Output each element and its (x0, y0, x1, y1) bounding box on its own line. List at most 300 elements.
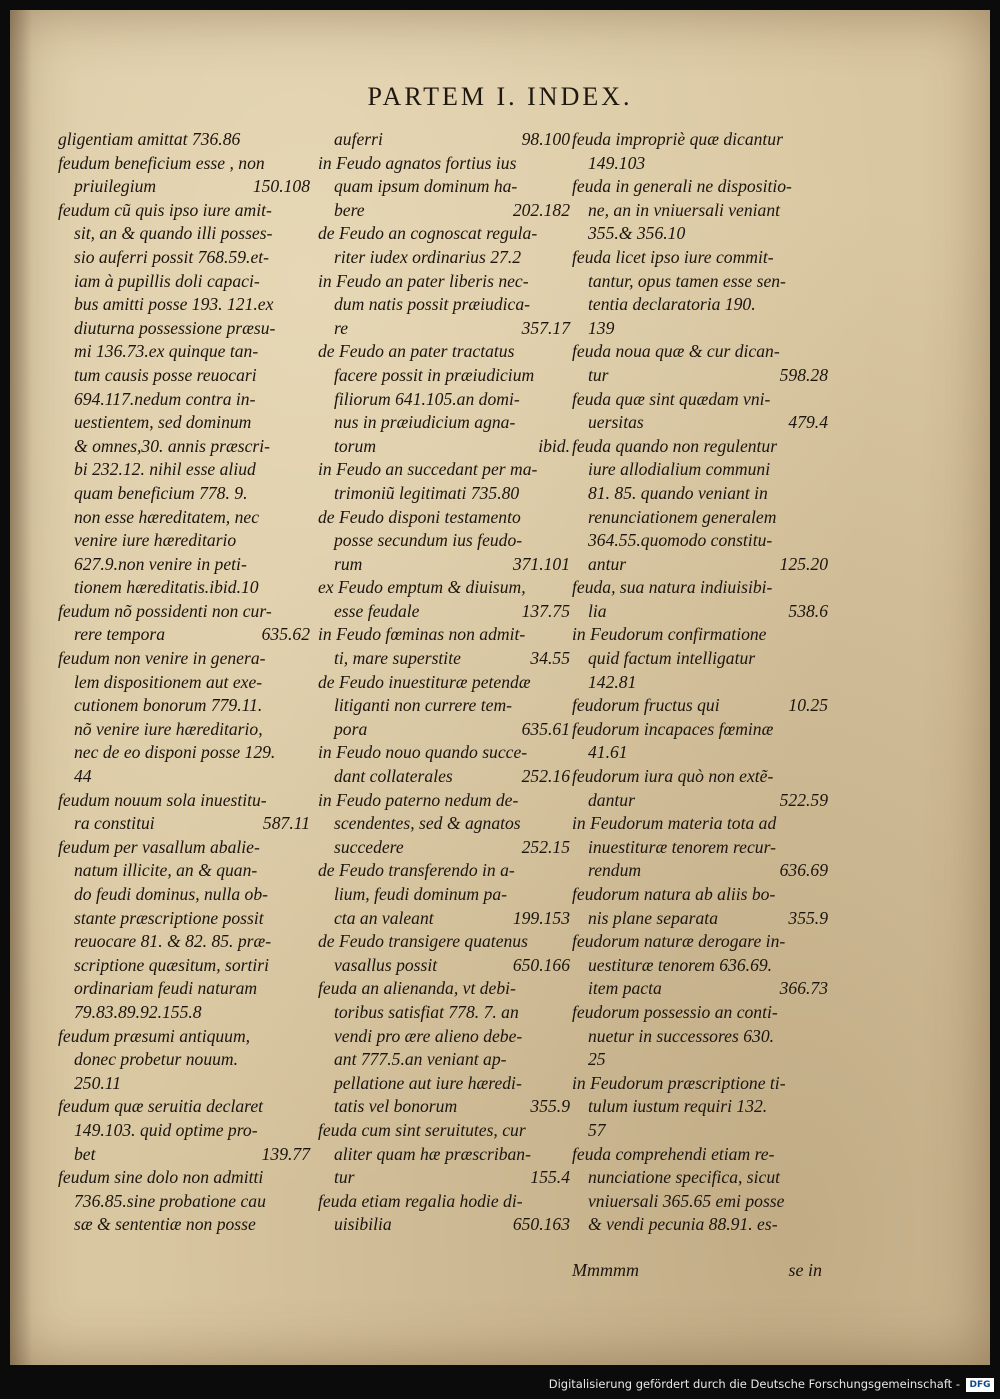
index-entry-line (318, 930, 576, 954)
entry-reference: 587.11 (262, 813, 310, 834)
index-entry-line (318, 694, 576, 718)
entry-text: 25 (588, 1049, 606, 1070)
index-entry-line (58, 458, 316, 482)
entry-reference: 98.100 (521, 129, 570, 149)
entry-text: feudorum natura ab aliis bo- (572, 884, 776, 904)
entry-text: bus amitti posse 193. 121.ex (74, 294, 274, 315)
index-entry-line (58, 576, 316, 600)
entry-text: vendi pro ære alieno debe- (334, 1025, 523, 1046)
index-entry-line (572, 506, 834, 530)
entry-text: de Feudo disponi testamento (318, 506, 521, 527)
entry-text: 44 (74, 766, 92, 787)
index-entry-line (58, 1048, 316, 1072)
index-entry-line (58, 482, 316, 506)
entry-reference: 479.4 (788, 412, 828, 433)
index-entry-line (572, 175, 834, 199)
index-entry-line (58, 812, 316, 836)
index-entry-line (572, 623, 834, 647)
entry-text: iam à pupillis doli capaci- (74, 270, 260, 291)
index-entry-line (318, 765, 576, 789)
entry-text: de Feudo inuestituræ petendæ (318, 671, 531, 692)
entry-text: tatis vel bonorum (334, 1096, 458, 1117)
index-entry-line (58, 883, 316, 907)
index-entry-line (58, 222, 316, 246)
entry-text: 142.81 (588, 671, 637, 692)
entry-text: natum illicite, an & quan- (74, 860, 258, 881)
entry-text: bet (74, 1143, 96, 1164)
entry-text: tionem hæreditatis.ibid.10 (74, 577, 259, 598)
index-entry-line (318, 270, 576, 294)
entry-text: feuda, sua natura indiuisibi- (572, 577, 773, 598)
index-entry-line (318, 199, 576, 223)
entry-text: quam ipsum dominum ha- (334, 176, 518, 197)
entry-text: renunciationem generalem (588, 506, 777, 527)
entry-text: 139 (588, 317, 615, 338)
index-entry-line (572, 364, 834, 388)
entry-text: feuda in generali ne dispositio- (572, 176, 792, 197)
index-entry-line (58, 435, 316, 459)
entry-text: antur (588, 553, 627, 574)
entry-text: in Feudorum præscriptione ti- (572, 1072, 786, 1093)
catchword: se in (788, 1260, 822, 1280)
entry-text: nus in præiudicium agna- (334, 412, 516, 433)
entry-text: de Feudo transferendo in a- (318, 860, 515, 881)
entry-text: 355.& 356.10 (588, 223, 686, 244)
entry-text: facere possit in præiudicium (334, 364, 535, 385)
index-entry-line (318, 1095, 576, 1119)
index-entry-line (58, 364, 316, 388)
index-entry-line (318, 647, 576, 671)
signature-line (572, 1260, 822, 1281)
entry-text: re (334, 317, 349, 338)
entry-text: feuda licet ipso iure commit- (572, 246, 774, 267)
entry-text: dant collaterales (334, 766, 453, 787)
entry-text: in Feudo nouo quando succe- (318, 742, 528, 763)
index-entry-line (572, 671, 834, 695)
index-entry-line (58, 694, 316, 718)
entry-text: 57 (588, 1119, 606, 1140)
index-entry-line (58, 1095, 316, 1119)
index-entry-line (318, 954, 576, 978)
entry-text: nec de eo disponi posse 129. (74, 742, 276, 763)
entry-text: feuda an alienanda, vt debi- (318, 978, 516, 999)
index-entry-line (572, 222, 834, 246)
index-entry-line (572, 199, 834, 223)
entry-text: tum causis posse reuocari (74, 364, 257, 385)
entry-text: diuturna possessione præsu- (74, 317, 276, 338)
entry-text: 736.85.sine probatione cau (74, 1190, 266, 1211)
entry-text: nõ venire iure hæreditario, (74, 718, 263, 739)
index-entry-line (58, 600, 316, 624)
index-entry-line (572, 1025, 834, 1049)
entry-text: torum (334, 435, 377, 456)
index-entry-line (572, 1095, 834, 1119)
index-entry-line (58, 553, 316, 577)
index-entry-line (572, 482, 834, 506)
entry-text: venire iure hæreditario (74, 530, 237, 551)
entry-reference: 635.61 (521, 718, 570, 739)
entry-text: tur (588, 364, 609, 385)
entry-text: trimoniũ legitimati 735.80 (334, 482, 520, 503)
entry-text: uestientem, sed dominum (74, 412, 252, 433)
entry-text: lem dispositionem aut exe- (74, 671, 263, 692)
entry-text: nunciatione specifica, sicut (588, 1167, 781, 1188)
entry-text: uestituræ tenorem 636.69. (588, 954, 773, 975)
entry-text: 41.61 (588, 742, 628, 763)
page-edge-shadow (10, 10, 32, 1365)
index-entry-line (572, 1190, 834, 1214)
index-entry-line (318, 883, 576, 907)
entry-text: rum (334, 553, 363, 574)
entry-reference: 371.101 (512, 553, 570, 574)
entry-reference: 650.163 (512, 1214, 570, 1235)
index-entry-line (572, 388, 834, 412)
entry-text: 149.103 (588, 152, 646, 173)
entry-text: vniuersali 365.65 emi posse (588, 1190, 785, 1211)
index-entry-line (58, 789, 316, 813)
entry-text: nis plane separata (588, 907, 718, 928)
index-entry-line (572, 1213, 834, 1237)
index-entry-line (572, 907, 834, 931)
entry-text: ra constitui (74, 813, 155, 834)
index-entry-line (572, 836, 834, 860)
index-entry-line (318, 152, 576, 176)
entry-text: feuda comprehendi etiam re- (572, 1143, 775, 1164)
entry-text: feudum beneficium esse , non (58, 152, 265, 173)
entry-text: non esse hæreditatem, nec (74, 506, 260, 527)
index-entry-line (572, 529, 834, 553)
entry-text: 81. 85. quando veniant in (588, 482, 768, 503)
entry-text: feudum sine dolo non admitti (58, 1167, 264, 1188)
index-entry-line (572, 954, 834, 978)
index-entry-line (58, 741, 316, 765)
index-entry-line (58, 199, 316, 223)
index-entry-line (318, 246, 576, 270)
entry-text: lia (588, 600, 607, 621)
entry-text: in Feudorum confirmatione (572, 624, 767, 645)
index-entry-line (318, 364, 576, 388)
index-entry-line (318, 506, 576, 530)
entry-text: feudorum naturæ derogare in- (572, 931, 786, 952)
entry-text: lium, feudi dominum pa- (334, 884, 507, 904)
entry-text: cta an valeant (334, 907, 434, 928)
entry-reference: 137.75 (521, 600, 570, 621)
index-entry-line (572, 765, 834, 789)
entry-reference: 650.166 (512, 954, 570, 975)
index-entry-line (318, 576, 576, 600)
index-entry-line (318, 1190, 576, 1214)
index-entry-line (572, 1119, 834, 1143)
index-entry-line (58, 175, 316, 199)
index-entry-line (58, 152, 316, 176)
entry-reference: 125.20 (779, 553, 828, 574)
entry-text: uersitas (588, 412, 644, 433)
entry-text: 694.117.nedum contra in- (74, 388, 256, 409)
entry-text: sit, an & quando illi posses- (74, 223, 273, 244)
index-entry-line (572, 411, 834, 435)
entry-text: 79.83.89.92.155.8 (74, 1001, 202, 1022)
entry-text: feudum per vasallum abalie- (58, 836, 260, 857)
index-entry-line (58, 623, 316, 647)
entry-text: 627.9.non venire in peti- (74, 553, 247, 574)
entry-reference: 636.69 (779, 860, 828, 881)
index-entry-line (318, 836, 576, 860)
index-entry-line (318, 222, 576, 246)
entry-text: de Feudo an pater tractatus (318, 341, 515, 362)
entry-text: feudum nouum sola inuestitu- (58, 789, 267, 810)
index-entry-line (58, 317, 316, 341)
book-page (10, 10, 990, 1365)
index-entry-line (318, 458, 576, 482)
index-entry-line (318, 718, 576, 742)
index-entry-line (572, 270, 834, 294)
entry-text: 250.11 (74, 1072, 122, 1093)
index-entry-line (318, 1119, 576, 1143)
entry-text: aliter quam hæ præscriban- (334, 1143, 531, 1164)
index-entry-line (58, 930, 316, 954)
footer-credit: Digitalisierung gefördert durch die Deutsche Forschungsgemeinschaft - (548, 1377, 960, 1391)
index-entry-line (58, 506, 316, 530)
entry-text: de Feudo transigere quatenus (318, 931, 528, 952)
index-entry-line (58, 907, 316, 931)
index-entry-line (318, 411, 576, 435)
entry-text: toribus satisfiat 778. 7. an (334, 1001, 519, 1022)
entry-text: filiorum 641.105.an domi- (334, 388, 520, 409)
entry-text: feuda quæ sint quædam vni- (572, 388, 771, 409)
entry-text: do feudi dominus, nulla ob- (74, 884, 269, 904)
index-entry-line (572, 647, 834, 671)
entry-reference: 355.9 (788, 907, 828, 928)
index-entry-line (318, 435, 576, 459)
index-entry-line (572, 435, 834, 459)
index-entry-line (58, 718, 316, 742)
entry-text: sæ & sententiæ non posse (74, 1214, 256, 1235)
entry-text: & vendi pecunia 88.91. es- (588, 1214, 778, 1235)
entry-text: feudorum fructus qui (572, 695, 720, 716)
entry-reference: 355.9 (530, 1096, 570, 1117)
entry-reference: 357.17 (521, 317, 570, 338)
index-entry-line (318, 317, 576, 341)
index-entry-line (318, 388, 576, 412)
entry-text: item pacta (588, 978, 662, 999)
index-entry-line (572, 600, 834, 624)
index-entry-line (318, 1072, 576, 1096)
entry-text: feudorum iura quò non extẽ- (572, 766, 774, 787)
index-entry-line (572, 1001, 834, 1025)
entry-text: rere tempora (74, 624, 166, 645)
index-entry-line (572, 246, 834, 270)
index-entry-line (318, 1213, 576, 1237)
index-entry-line (572, 977, 834, 1001)
entry-text: in Feudo an succedant per ma- (318, 459, 538, 480)
index-entry-line (318, 812, 576, 836)
entry-reference: 252.16 (521, 766, 570, 787)
entry-text: scendentes, sed & agnatos (334, 813, 521, 834)
signature-mark: Mmmmm (572, 1260, 639, 1280)
entry-reference: 366.73 (779, 978, 828, 999)
index-entry-line (58, 1072, 316, 1096)
index-entry-line (58, 529, 316, 553)
entry-text: tur (334, 1167, 355, 1188)
index-entry-line (572, 293, 834, 317)
entry-text: esse feudale (334, 600, 420, 621)
entry-reference: ibid. (538, 435, 570, 456)
index-entry-line (58, 388, 316, 412)
index-entry-line (318, 293, 576, 317)
index-entry-line (318, 1025, 576, 1049)
index-entry-line (318, 128, 576, 152)
index-entry-line (58, 954, 316, 978)
entry-text: 364.55.quomodo constitu- (588, 530, 773, 551)
index-entry-line (58, 1001, 316, 1025)
entry-text: feuda cum sint seruitutes, cur (318, 1119, 526, 1140)
index-entry-line (318, 340, 576, 364)
entry-text: in Feudo paterno nedum de- (318, 789, 519, 810)
entry-text: riter iudex ordinarius 27.2 (334, 246, 522, 267)
entry-text: ex Feudo emptum & diuisum, (318, 577, 526, 598)
entry-text: quid factum intelligatur (588, 648, 756, 669)
index-entry-line (572, 789, 834, 813)
index-entry-line (572, 812, 834, 836)
entry-reference: 150.108 (252, 176, 310, 197)
entry-text: & omnes,30. annis præscri- (74, 435, 270, 456)
entry-reference: 139.77 (261, 1143, 310, 1164)
entry-text: quam beneficium 778. 9. (74, 482, 248, 503)
entry-text: cutionem bonorum 779.11. (74, 695, 263, 716)
index-entry-line (318, 741, 576, 765)
index-entry-line (572, 340, 834, 364)
entry-text: feudum non venire in genera- (58, 648, 266, 669)
index-entry-line (318, 1048, 576, 1072)
entry-text: ordinariam feudi naturam (74, 978, 258, 999)
entry-text: mi 136.73.ex quinque tan- (74, 341, 259, 362)
entry-text: sio auferri possit 768.59.et- (74, 246, 270, 267)
entry-reference: 34.55 (530, 648, 570, 669)
index-entry-line (58, 1190, 316, 1214)
index-entry-line (58, 246, 316, 270)
index-entry-line (318, 175, 576, 199)
entry-text: in Feudorum materia tota ad (572, 813, 777, 834)
index-column-3 (572, 128, 834, 1237)
index-entry-line (58, 1119, 316, 1143)
index-entry-line (572, 930, 834, 954)
index-entry-line (318, 600, 576, 624)
entry-text: tantur, opus tamen esse sen- (588, 270, 786, 291)
entry-text: dum natis possit præiudica- (334, 294, 530, 315)
entry-text: feudorum possessio an conti- (572, 1001, 778, 1022)
entry-text: tentia declaratoria 190. (588, 294, 756, 315)
index-entry-line (572, 1072, 834, 1096)
entry-text: pora (334, 718, 368, 739)
index-entry-line (572, 741, 834, 765)
entry-text: inuestituræ tenorem recur- (588, 836, 776, 857)
entry-text: stante præscriptione possit (74, 907, 264, 928)
entry-text: nuetur in successores 630. (588, 1025, 775, 1046)
index-entry-line (318, 907, 576, 931)
entry-text: scriptione quæsitum, sortiri (74, 954, 270, 975)
entry-reference: 252.15 (521, 836, 570, 857)
index-entry-line (58, 340, 316, 364)
entry-text: tulum iustum requiri 132. (588, 1096, 768, 1117)
index-entry-line (58, 1166, 316, 1190)
entry-reference: 522.59 (779, 789, 828, 810)
entry-text: feudum quæ seruitia declaret (58, 1096, 264, 1117)
entry-text: gligentiam amittat 736.86 (58, 129, 241, 149)
index-entry-line (572, 1048, 834, 1072)
index-entry-line (572, 128, 834, 152)
index-entry-line (58, 671, 316, 695)
entry-text: dantur (588, 789, 635, 810)
entry-text: uisibilia (334, 1214, 392, 1235)
index-entry-line (318, 623, 576, 647)
index-entry-line (318, 789, 576, 813)
entry-text: iure allodialium communi (588, 459, 771, 480)
entry-text: in Feudo fœminas non admit- (318, 624, 526, 645)
entry-text: feudum præsumi antiquum, (58, 1025, 251, 1046)
index-entry-line (58, 859, 316, 883)
entry-text: rendum (588, 860, 642, 881)
entry-reference: 202.182 (512, 199, 570, 220)
entry-text: in Feudo agnatos fortius ius (318, 152, 517, 173)
entry-text: bere (334, 199, 365, 220)
index-entry-line (58, 977, 316, 1001)
entry-text: donec probetur nouum. (74, 1049, 239, 1070)
index-entry-line (58, 270, 316, 294)
entry-reference: 635.62 (261, 624, 310, 645)
index-entry-line (572, 1166, 834, 1190)
index-entry-line (572, 1143, 834, 1167)
index-entry-line (318, 529, 576, 553)
index-entry-line (318, 977, 576, 1001)
index-entry-line (58, 765, 316, 789)
index-entry-line (572, 859, 834, 883)
index-entry-line (572, 718, 834, 742)
index-entry-line (58, 411, 316, 435)
entry-text: feudorum incapaces fœminæ (572, 718, 774, 739)
index-entry-line (58, 128, 316, 152)
index-entry-line (572, 152, 834, 176)
index-column-1 (58, 128, 316, 1237)
entry-text: pellatione aut iure hæredi- (334, 1072, 522, 1093)
entry-text: vasallus possit (334, 954, 438, 975)
entry-text: bi 232.12. nihil esse aliud (74, 459, 256, 480)
dfg-logo: DFG (966, 1378, 994, 1392)
index-entry-line (572, 317, 834, 341)
running-head: PARTEM I. INDEX. (367, 82, 633, 111)
footer-bar (0, 1365, 1000, 1399)
entry-text: auferri (334, 129, 383, 149)
entry-text: in Feudo an pater liberis nec- (318, 270, 529, 291)
entry-text: ti, mare superstite (334, 648, 461, 669)
entry-reference: 10.25 (788, 695, 828, 716)
index-entry-line (572, 553, 834, 577)
index-column-2 (318, 128, 576, 1237)
entry-text: priuilegium (74, 176, 157, 197)
index-entry-line (318, 1143, 576, 1167)
index-entry-line (318, 859, 576, 883)
entry-text: ant 777.5.an veniant ap- (334, 1049, 507, 1070)
index-entry-line (58, 1213, 316, 1237)
entry-text: posse secundum ius feudo- (334, 530, 523, 551)
index-entry-line (318, 482, 576, 506)
index-entry-line (58, 1143, 316, 1167)
entry-text: de Feudo an cognoscat regula- (318, 223, 538, 244)
index-entry-line (318, 1166, 576, 1190)
entry-reference: 538.6 (788, 600, 828, 621)
index-entry-line (572, 576, 834, 600)
entry-text: succedere (334, 836, 404, 857)
index-entry-line (572, 458, 834, 482)
